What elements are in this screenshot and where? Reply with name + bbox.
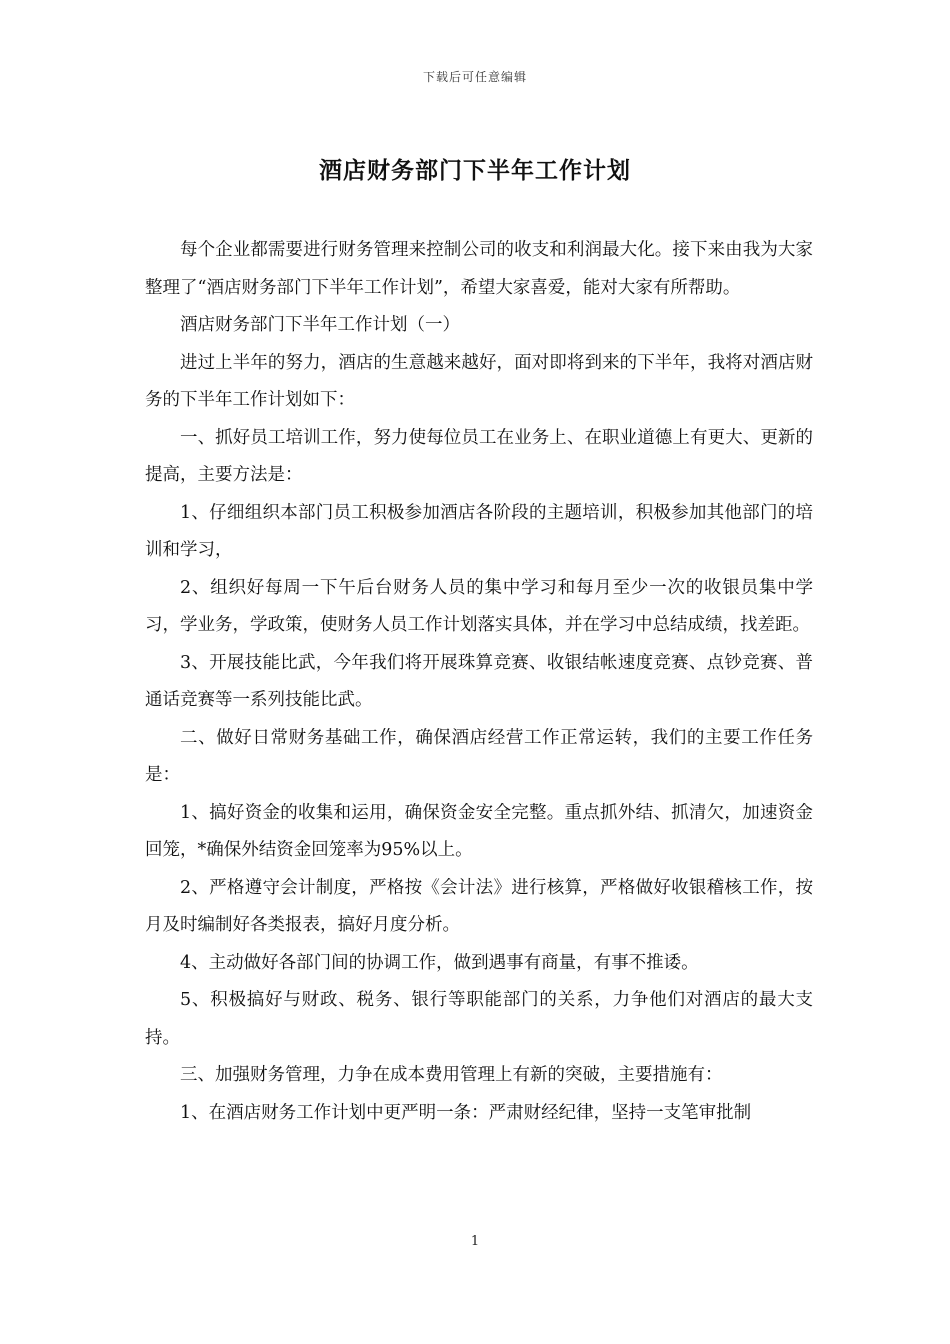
header-note: 下载后可任意编辑 [422,70,527,84]
page-number: 1 [470,1234,480,1249]
document-body [145,232,813,1132]
paragraph-intro: 每个企业都需要进行财务管理来控制公司的收支和利润最大化。接下来由我为大家整理了“酒店财务部门下半年工作计划”，希望大家喜爱，能对大家有所帮助。 [145,240,813,298]
paragraph: 3、开展技能比武，今年我们将开展珠算竞赛、收银结帐速度竞赛、点钞竞赛、普通话竞赛等一系列技能比武。 [145,652,813,710]
paragraph: 1、搞好资金的收集和运用，确保资金安全完整。重点抓外结、抓清欠，加速资金回笼，*确保外结资金回笼率为95%以上。 [145,802,813,860]
paragraph: 一、抓好员工培训工作，努力使每位员工在业务上、在职业道德上有更大、更新的提高，主要方法是： [145,427,813,485]
document-title: 酒店财务部门下半年工作计划 [319,157,631,184]
paragraph: 5、积极搞好与财政、税务、银行等职能部门的关系，力争他们对酒店的最大支持。 [145,990,813,1048]
paragraph: 2、严格遵守会计制度，严格按《会计法》进行核算，严格做好收银稽核工作，按月及时编制好各类报表，搞好月度分析。 [145,877,813,935]
paragraph: 三、加强财务管理，力争在成本费用管理上有新的突破，主要措施有： [180,1065,723,1085]
section-heading: 酒店财务部门下半年工作计划（一） [180,315,460,335]
paragraph: 进过上半年的努力，酒店的生意越来越好，面对即将到来的下半年，我将对酒店财务的下半年工作计划如下： [145,352,813,410]
paragraph: 1、在酒店财务工作计划中更严明一条：严肃财经纪律，坚持一支笔审批制 [180,1102,752,1123]
paragraph: 二、做好日常财务基础工作，确保酒店经营工作正常运转，我们的主要工作任务是： [145,727,813,785]
paragraph: 1、仔细组织本部门员工积极参加酒店各阶段的主题培训，积极参加其他部门的培训和学习， [145,502,813,560]
paragraph: 4、主动做好各部门间的协调工作，做到遇事有商量，有事不推诿。 [180,952,699,973]
paragraph: 2、组织好每周一下午后台财务人员的集中学习和每月至少一次的收银员集中学习，学业务，学政策，使财务人员工作计划落实具体，并在学习中总结成绩，找差距。 [145,577,813,635]
